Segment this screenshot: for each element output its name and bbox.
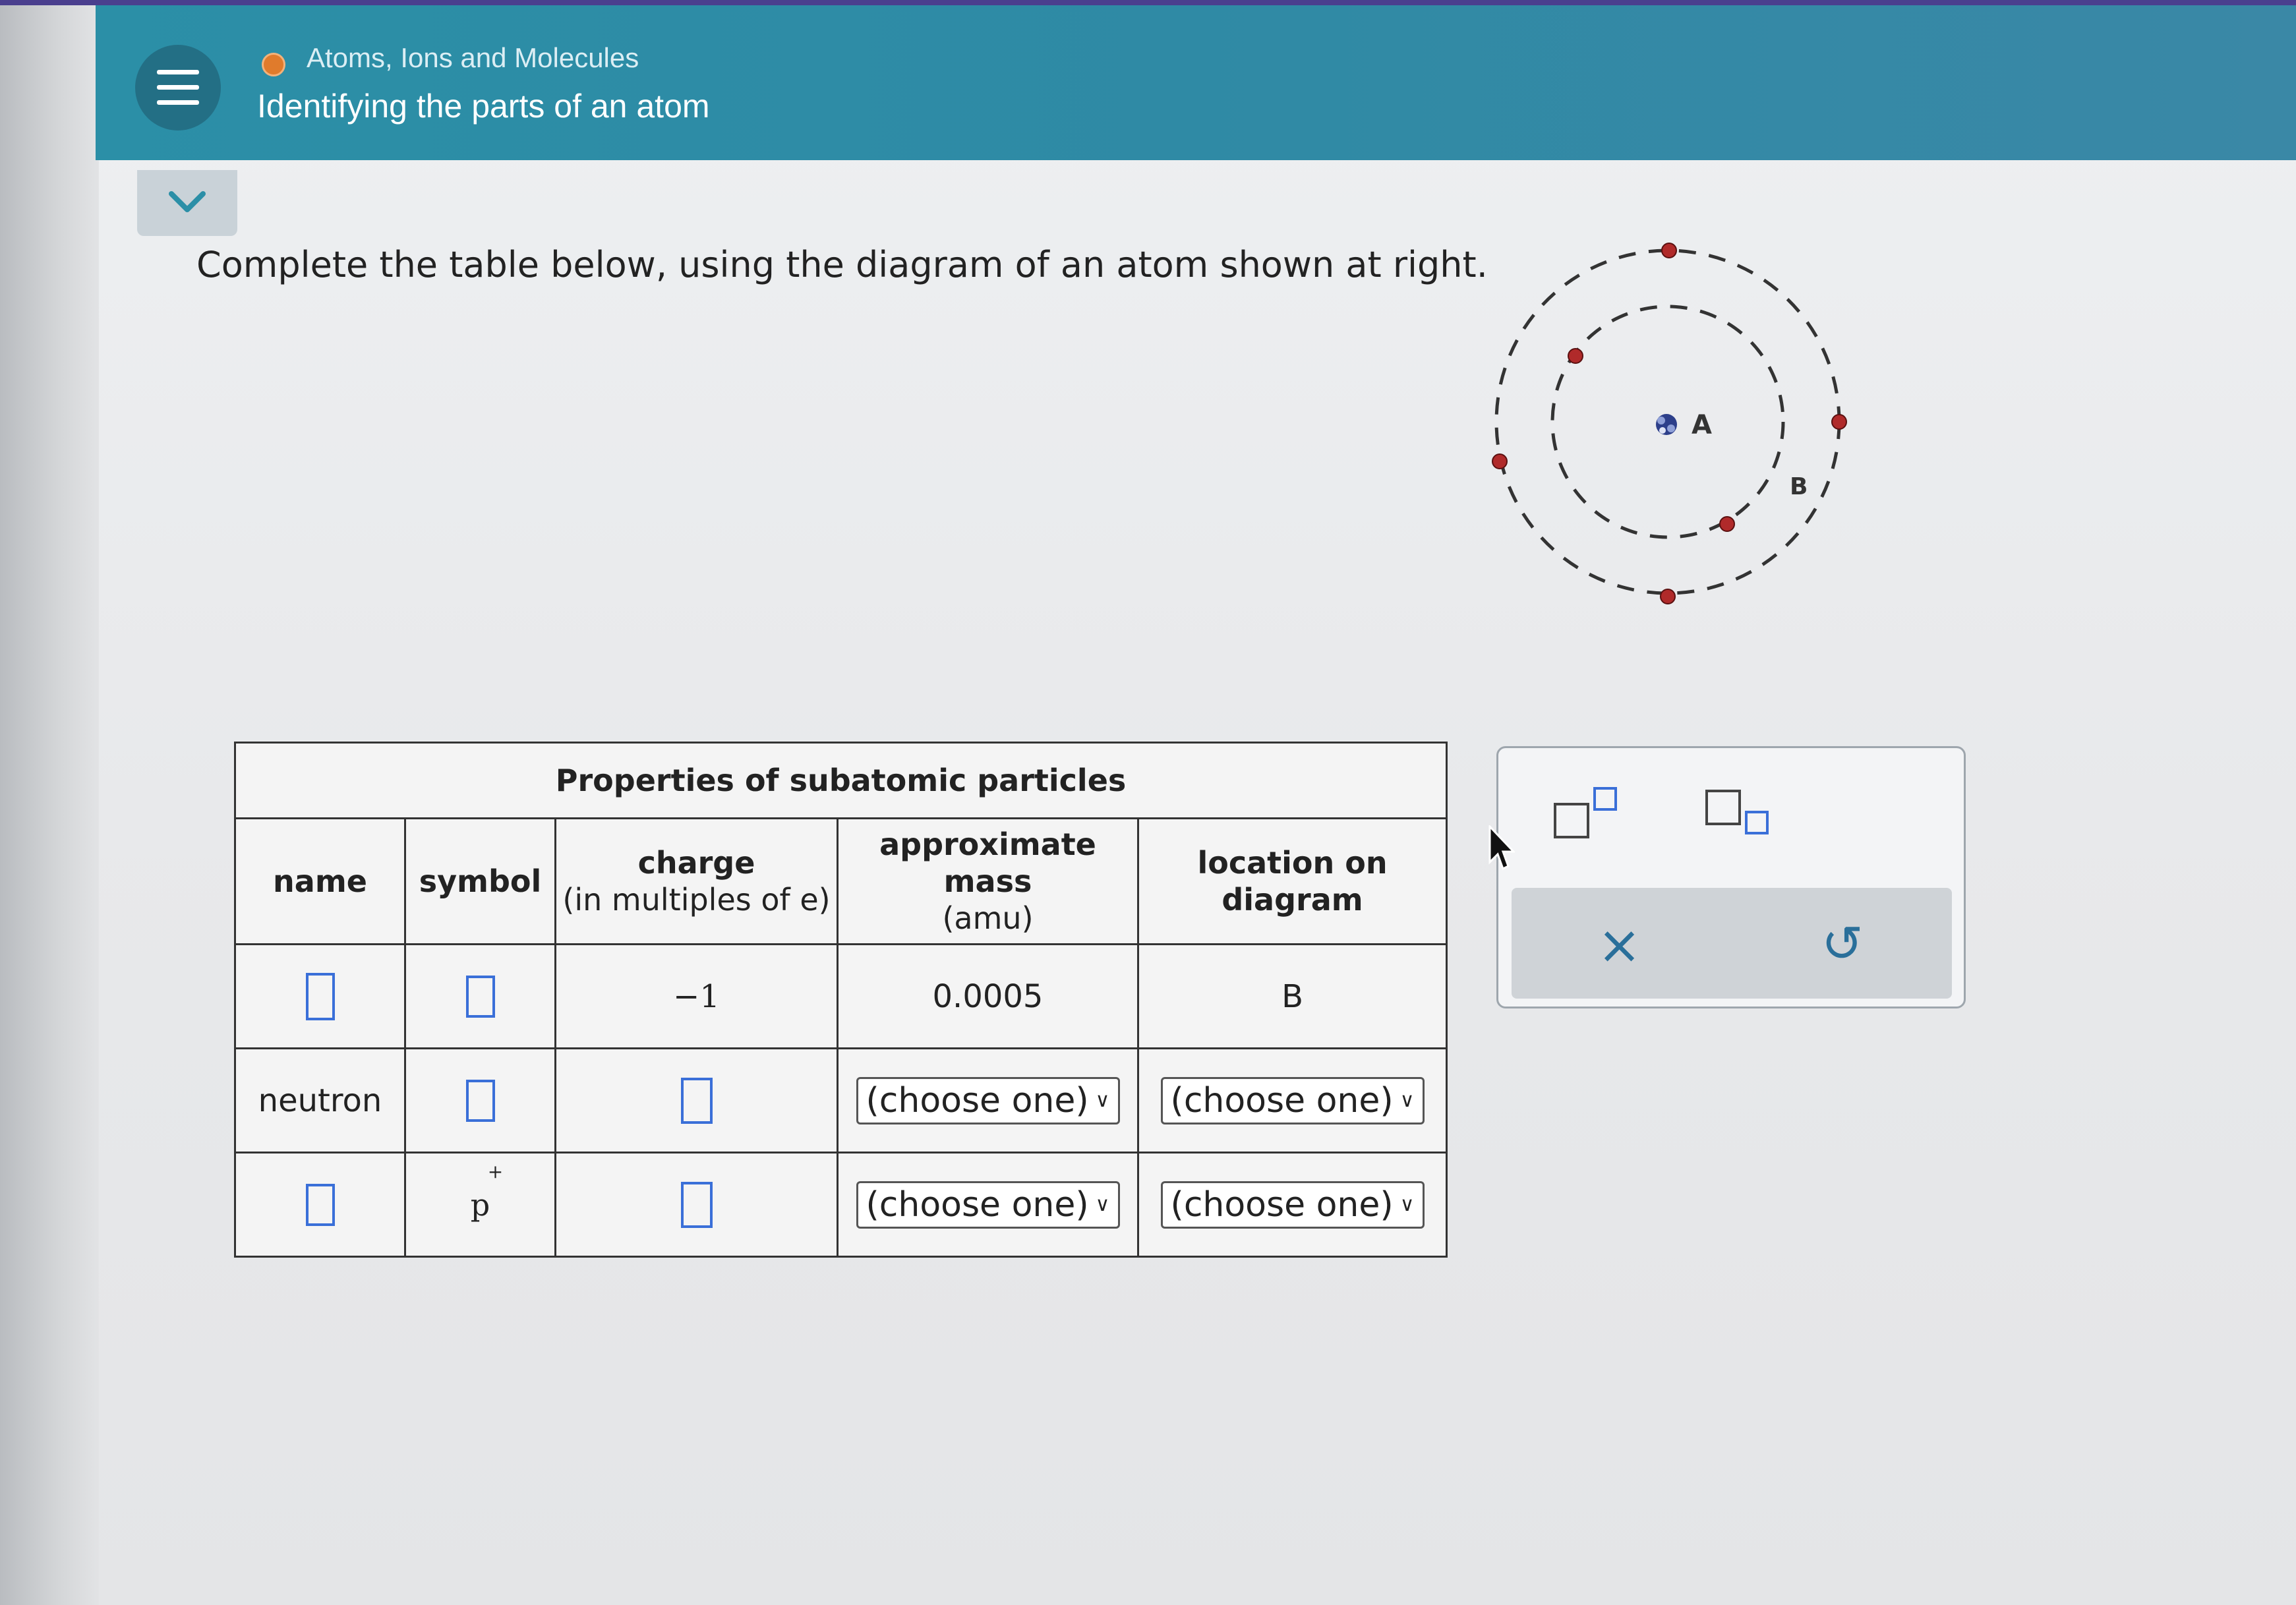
mass-select-value: (choose one) [866,1184,1089,1225]
symbol-input[interactable] [466,976,495,1018]
atom-diagram [1470,237,1866,633]
undo-button[interactable]: ↺ [1821,914,1864,973]
mass-cell [838,1153,1138,1257]
table-row-proton [235,1153,1447,1257]
charge-header-sub: (in multiples of e) [562,882,831,918]
name-input[interactable] [306,973,335,1020]
instructions-text: Complete the table below, using the diagram of an atom shown at right. [196,244,1488,285]
page-title: Identifying the parts of an atom [257,88,710,125]
electron [1662,243,1676,258]
palette-actions [1512,888,1952,999]
charge-cell [556,1153,838,1257]
col-header-charge [556,819,838,945]
col-header-symbol: symbol [405,819,556,945]
col-header-mass [838,819,1138,945]
symbol-letter: p [470,1186,490,1223]
electron [1720,517,1734,531]
symbol-input[interactable] [466,1080,495,1122]
screen-bezel [0,0,99,1605]
charge-input[interactable] [681,1182,713,1228]
table-row-neutron [235,1049,1447,1153]
location-cell [1138,1049,1447,1153]
top-bezel [0,0,2296,5]
name-cell [235,945,405,1049]
name-input[interactable] [306,1184,335,1226]
mass-select-value: (choose one) [866,1080,1089,1121]
menu-icon-line [157,100,199,105]
symbol-value [470,1160,504,1223]
chevron-down-icon: ∨ [1399,1089,1415,1112]
header-bar [96,5,2296,160]
col-header-location: location on diagram [1138,819,1447,945]
charge-header-label: charge [637,845,755,881]
location-select-value: (choose one) [1170,1080,1394,1121]
mass-select[interactable] [856,1077,1120,1124]
symbol-cell [405,945,556,1049]
subscript-icon[interactable] [1703,784,1775,844]
symbol-cell [405,1049,556,1153]
menu-icon-line [157,70,199,74]
collapse-button[interactable] [137,170,237,236]
clear-button[interactable]: × [1597,914,1642,976]
nucleus-label: A [1692,410,1712,440]
chevron-down-icon: ∨ [1399,1193,1415,1216]
table-row-electron [235,945,1447,1049]
menu-icon-line [157,85,199,90]
charge-input[interactable] [681,1078,713,1124]
location-value: B [1138,945,1447,1049]
name-value: neutron [235,1049,405,1153]
col-header-name: name [235,819,405,945]
math-palette [1496,746,1966,1008]
mouse-cursor-icon [1488,825,1515,871]
chevron-down-icon: ∨ [1095,1193,1110,1216]
orbit-label: B [1790,473,1808,500]
topic-progress-icon [262,53,285,76]
mass-header-label: approximate mass [879,827,1096,899]
properties-table [234,742,1448,1258]
chevron-down-icon: ∨ [1095,1089,1110,1112]
electron [1492,454,1507,469]
table-caption: Properties of subatomic particles [235,743,1447,819]
name-cell [235,1153,405,1257]
charge-cell [556,1049,838,1153]
menu-button[interactable] [135,45,221,131]
charge-value: −1 [556,945,838,1049]
electron [1568,349,1583,363]
electron [1661,589,1675,604]
mass-cell [838,1049,1138,1153]
location-select[interactable] [1161,1181,1425,1229]
symbol-cell [405,1153,556,1257]
location-cell [1138,1153,1447,1257]
nucleus-icon [1656,414,1677,435]
superscript-icon[interactable] [1551,784,1624,844]
location-select-value: (choose one) [1170,1184,1394,1225]
mass-value: 0.0005 [838,945,1138,1049]
symbol-charge-sup: + [487,1160,504,1182]
mass-header-sub: (amu) [942,900,1034,936]
electron [1832,415,1846,429]
location-select[interactable] [1161,1077,1425,1124]
mass-select[interactable] [856,1181,1120,1229]
chevron-down-icon [167,185,207,218]
topic-label: Atoms, Ions and Molecules [307,42,639,73]
